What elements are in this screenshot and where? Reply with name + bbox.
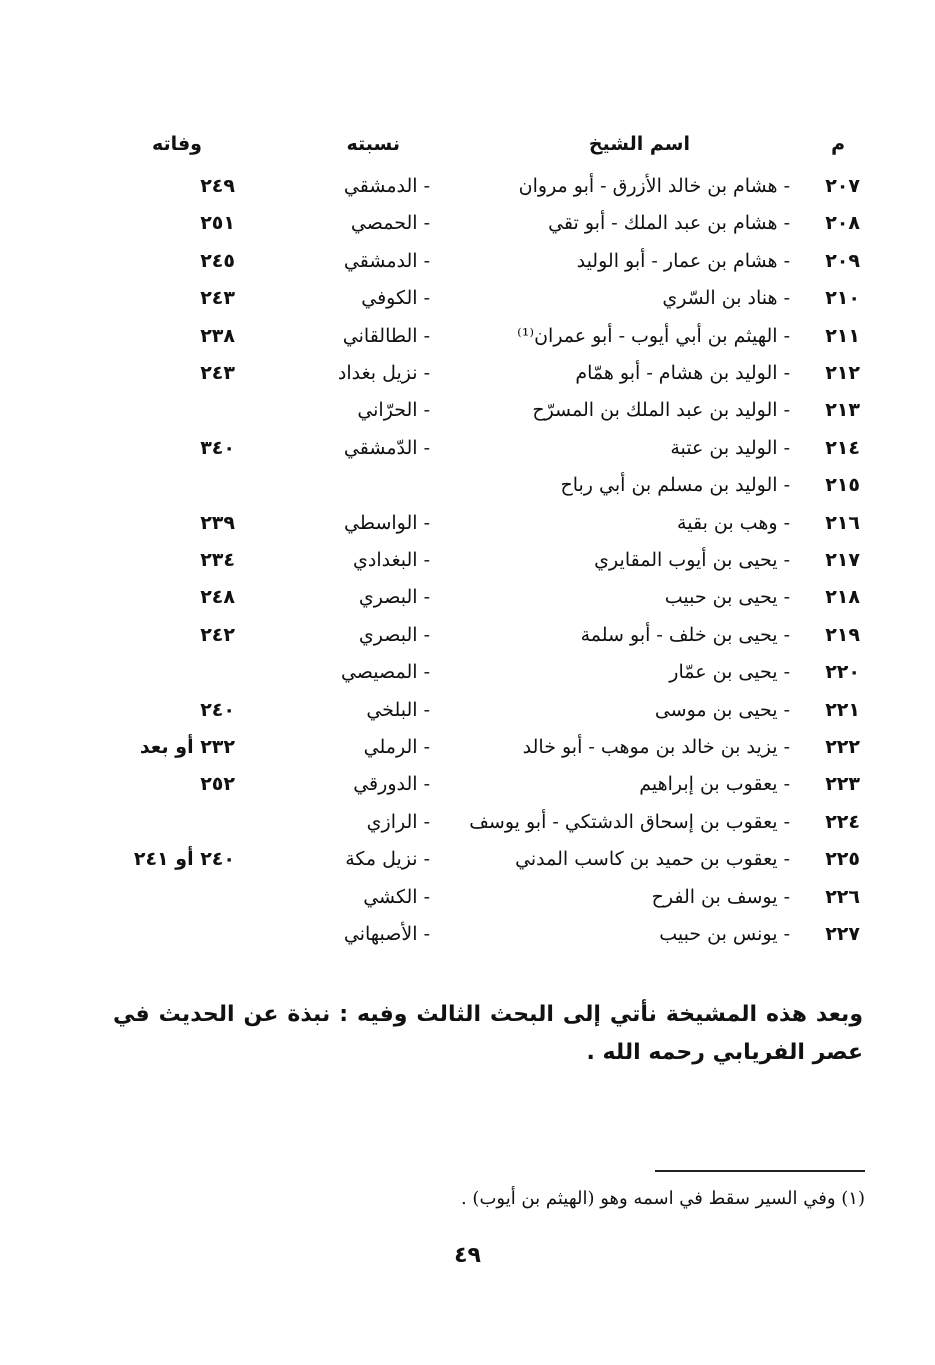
sheikh-name: - يحيى بن حبيب: [664, 586, 790, 609]
sheikh-name: - يعقوب بن إسحاق الدشتكي - أبو يوسف: [469, 810, 790, 833]
death-year: ٢٤٥: [200, 249, 235, 272]
row-number: ٢٢١: [825, 698, 860, 721]
page-number: ٤٩: [454, 1243, 481, 1268]
sheikh-nisba: - البلخي: [366, 698, 430, 721]
death-year: ٢٤٣: [200, 362, 235, 384]
sheikh-nisba: - الدمشقي: [343, 175, 430, 197]
sheikh-name: - هشام بن خالد الأزرق - أبو مروان: [518, 175, 790, 197]
table-row: [0, 736, 935, 773]
header-num: م: [831, 133, 845, 155]
table-row: [0, 250, 935, 287]
sheikh-name: - يحيى بن عمّار: [669, 661, 790, 684]
table-row: [0, 886, 935, 923]
table-row: [0, 175, 935, 212]
sheikh-name: - يحيى بن أيوب المقايري: [594, 549, 790, 571]
death-year: ٢٣٨: [200, 324, 235, 347]
sheikh-name: - الوليد بن مسلم بن أبي رباح: [560, 474, 790, 497]
row-number: ٢٢٢: [825, 736, 860, 758]
row-number: ٢١٣: [825, 399, 860, 422]
sheikh-nisba: - الحرّاني: [357, 399, 430, 422]
death-year: ٢٤٠: [200, 698, 235, 721]
row-number: ٢١٦: [825, 511, 860, 534]
table-row: [0, 437, 935, 474]
table-row: [0, 624, 935, 661]
table-row: [0, 212, 935, 249]
sheikh-name: - هناد بن السّري: [662, 287, 790, 310]
sheikh-nisba: - نزيل بغداد: [337, 362, 430, 384]
header-nisba: نسبته: [346, 133, 400, 155]
sheikh-name: - يعقوب بن إبراهيم: [639, 773, 790, 796]
death-year: ٢٣٢ أو بعد: [139, 736, 235, 758]
table-row: [0, 699, 935, 736]
sheikh-name: - يحيى بن موسى: [654, 698, 790, 721]
row-number: ٢٠٨: [825, 212, 860, 235]
sheikh-name: - هشام بن عمار - أبو الوليد: [576, 249, 790, 272]
sheikh-name: - يزيد بن خالد بن موهب - أبو خالد: [522, 736, 790, 758]
sheikh-nisba: - الرملي: [363, 736, 430, 758]
sheikh-nisba: - الكوفي: [361, 287, 430, 310]
row-number: ٢٢٧: [825, 923, 860, 945]
sheikh-nisba: - البصري: [358, 623, 430, 646]
sheikh-nisba: - نزيل مكة: [345, 848, 430, 871]
row-number: ٢٢٦: [825, 885, 860, 908]
sheikh-name: - الوليد بن عبد الملك بن المسرّح: [532, 399, 790, 422]
death-year: ٢٤٠ أو ٢٤١: [133, 848, 235, 871]
death-year: ٢٤٣: [200, 287, 235, 310]
table-row: [0, 325, 935, 362]
sheikh-nisba: - الدورقي: [353, 773, 430, 796]
sheikh-name: - هشام بن عبد الملك - أبو تقي: [548, 212, 790, 235]
footnote-divider: [655, 1170, 865, 1172]
table-row: [0, 362, 935, 399]
table-row: [0, 923, 935, 960]
table-row: [0, 512, 935, 549]
footnote: (١) وفي السير سقط في اسمه وهو (الهيثم بن أيوب) .: [460, 1188, 865, 1209]
row-number: ٢٢٠: [825, 661, 860, 684]
sheikh-nisba: - المصيصي: [340, 661, 430, 684]
sheikh-nisba: - الكشي: [363, 885, 430, 908]
sheikh-nisba: - الحمصي: [350, 212, 430, 235]
header-name: اسم الشيخ: [588, 133, 690, 155]
sheikh-name: - يعقوب بن حميد بن كاسب المدني: [515, 848, 790, 871]
sheikh-name: - يوسف بن الفرح: [651, 885, 790, 908]
sheikh-name: - الوليد بن عتبة: [670, 436, 790, 459]
death-year: ٢٥٢: [200, 773, 235, 796]
sheikh-nisba: - الدمشقي: [343, 249, 430, 272]
row-number: ٢١١: [825, 324, 860, 347]
sheikh-nisba: - الطالقاني: [342, 324, 430, 347]
row-number: ٢١٢: [825, 362, 860, 384]
row-number: ٢١٠: [825, 287, 860, 310]
death-year: ٣٤٠: [200, 436, 235, 459]
table-row: [0, 811, 935, 848]
sheikh-nisba: - الواسطي: [344, 511, 430, 534]
body-paragraph: وبعد هذه المشيخة نأتي إلى البحث الثالث وفيه : نبذة عن الحديث في عصر الفريابي رحمه الله .: [113, 1002, 863, 1065]
sheikh-name: - الهيثم بن أبي أيوب - أبو عمران⁽¹⁾: [517, 324, 790, 347]
sheikh-nisba: - البصري: [358, 586, 430, 609]
death-year: ٢٣٩: [200, 511, 235, 534]
death-year: ٢٤٢: [200, 623, 235, 646]
row-number: ٢١٨: [825, 586, 860, 609]
table-row: [0, 586, 935, 623]
death-year: ٢٣٤: [200, 549, 235, 571]
row-number: ٢٠٧: [825, 175, 860, 197]
table-row: [0, 399, 935, 436]
table-row: [0, 549, 935, 586]
death-year: ٢٥١: [200, 212, 235, 235]
table-row: [0, 848, 935, 885]
sheikh-name: - الوليد بن هشام - أبو همّام: [575, 362, 790, 384]
row-number: ٢١٩: [825, 623, 860, 646]
row-number: ٢١٤: [825, 436, 860, 459]
sheikh-nisba: - الدّمشقي: [343, 436, 430, 459]
table-row: [0, 661, 935, 698]
header-death: وفاته: [151, 133, 202, 155]
death-year: ٢٤٨: [200, 586, 235, 609]
row-number: ٢١٧: [825, 549, 860, 571]
row-number: ٢٢٣: [825, 773, 860, 796]
row-number: ٢٢٥: [825, 848, 860, 871]
table-row: [0, 773, 935, 810]
sheikh-nisba: - الأصبهاني: [343, 923, 430, 945]
sheikh-nisba: - البغدادي: [352, 549, 430, 571]
row-number: ٢٢٤: [825, 810, 860, 833]
table-row: [0, 474, 935, 511]
sheikh-name: - يونس بن حبيب: [659, 923, 790, 945]
sheikh-name: - وهب بن بقية: [677, 511, 790, 534]
table-row: [0, 287, 935, 324]
death-year: ٢٤٩: [200, 175, 235, 197]
sheikh-nisba: - الرازي: [366, 810, 430, 833]
row-number: ٢١٥: [825, 474, 860, 497]
row-number: ٢٠٩: [825, 249, 860, 272]
sheikh-name: - يحيى بن خلف - أبو سلمة: [580, 623, 790, 646]
